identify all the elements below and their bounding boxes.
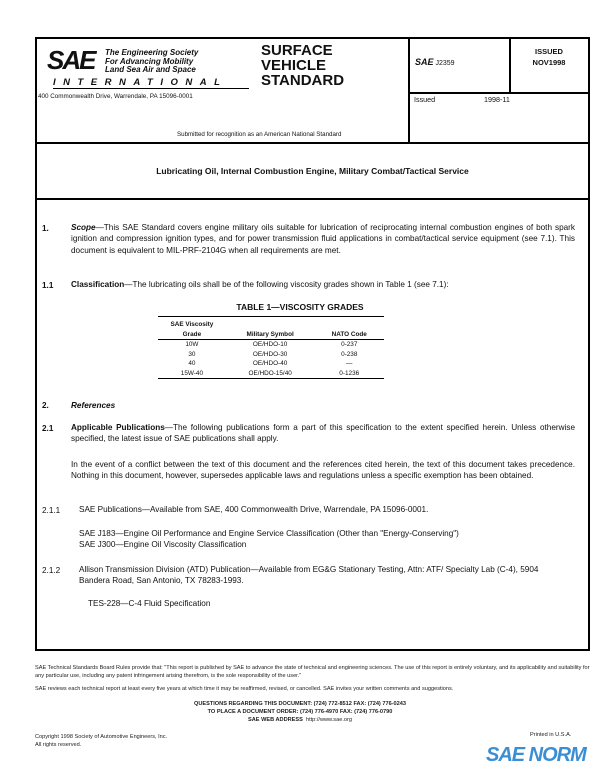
header bbox=[37, 39, 588, 144]
table-row bbox=[158, 369, 384, 379]
copyright: Copyright 1998 Society of Automotive Engineers, Inc. All rights reserved. bbox=[35, 734, 168, 748]
applicable-publications-paragraph: Applicable Publications—The following publications form a part of this specification to the extent specified herein. Unless otherwise specified, the latest issue of SAE publications shall apply. bbox=[71, 423, 575, 444]
sae-publications-paragraph: SAE Publications—Available from SAE, 400 Commonwealth Drive, Warrendale, PA 15096-0001. bbox=[79, 505, 429, 514]
issued-badge: ISSUED NOV1998 bbox=[532, 47, 566, 67]
table-cell: 0-238 bbox=[341, 350, 358, 358]
submitted-note: Submitted for recognition as an American National Standard bbox=[177, 131, 342, 138]
watermark-logo: SAE NORM bbox=[486, 744, 586, 766]
conflict-paragraph: In the event of a conflict between the text of this document and the references cited herein, the text of this document takes precedence. Nothing in this document, however, supersedes applicable laws and regulations unless a specific exemption has been obtained. bbox=[71, 460, 575, 481]
doc-number: SAE J2359 bbox=[415, 57, 455, 67]
sae-logo: SAE bbox=[47, 45, 95, 75]
table-cell: 10W bbox=[185, 341, 199, 348]
viscosity-table: SAE Viscosity Grade Military Symbol NATO Code 10W OE/HDO-10 0-237 30 OE/HDO-30 0-238 40 OE/HDO-40 — 15W-40 OE/HDO-15/40 0-1236 bbox=[158, 316, 384, 379]
policy-note: SAE Technical Standards Board Rules provide that: "This report is published by SAE to advance the state of technical and engineering sciences. The use of this report is entirely voluntary, and its applicability and suitability for any particular use, including any patent infringement arising therefrom, is the sole responsibility of the user." bbox=[35, 665, 590, 679]
table-cell: 0-1236 bbox=[339, 369, 360, 377]
table-cell: OE/HDO-10 bbox=[252, 341, 288, 348]
table-caption: TABLE 1—VISCOSITY GRADES bbox=[236, 302, 364, 312]
table-cell: 30 bbox=[188, 350, 196, 358]
table-cell: OE/HDO-30 bbox=[252, 350, 288, 358]
international: INTERNATIONAL bbox=[53, 77, 249, 89]
table-cell: OE/HDO-15/40 bbox=[248, 369, 292, 377]
section-number: 2.1.2 bbox=[42, 566, 61, 575]
society-tagline: The Engineering Society For Advancing Mobility Land Sea Air and Space bbox=[105, 48, 199, 74]
references-heading: References bbox=[71, 401, 116, 410]
printed-in: Printed in U.S.A. bbox=[530, 732, 572, 738]
document-title: Lubricating Oil, Internal Combustion Engine, Military Combat/Tactical Service bbox=[37, 144, 588, 200]
scope-paragraph: Scope—This SAE Standard covers engine military oils suitable for lubrication of reciprocating internal combustion engines of both spark ignition and compression ignition types, and for power transmission fluid applications in combat/tactical service equipment (see 7.1). This document is equivalent to MIL-PRF-2104G when all requirements are met. bbox=[71, 223, 575, 255]
contact-info: QUESTIONS REGARDING THIS DOCUMENT: (724) 772-8512 FAX: (724) 776-0243 TO PLACE A DOCUMENT ORDER: (724) 776-4970 FAX: (724) 776-0790 SAE WEB ADDRESS http://www.sae.org bbox=[193, 701, 406, 723]
table-cell: — bbox=[346, 360, 353, 367]
table-cell: 0-237 bbox=[341, 341, 358, 348]
section-number: 1.1 bbox=[42, 281, 54, 290]
table-row bbox=[158, 350, 384, 360]
issued-date: 1998-11 bbox=[484, 95, 510, 104]
table-cell: 40 bbox=[188, 360, 196, 367]
section-number: 1. bbox=[42, 224, 49, 233]
sae-reference-list: SAE J183—Engine Oil Performance and Engine Service Classification (Other than "Energy-Conserving") SAE J300—Engine Oil Viscosity Classification bbox=[79, 529, 459, 550]
address: 400 Commonwealth Drive, Warrendale, PA 15096-0001 bbox=[38, 93, 193, 100]
classification-paragraph: Classification—The lubricating oils shall be of the following viscosity grades shown in Table 1 (see 7.1): bbox=[71, 280, 449, 289]
web-link[interactable]: http://www.sae.org bbox=[305, 717, 352, 723]
issued-field: Issued bbox=[414, 95, 436, 104]
tes-reference: TES-228—C-4 Fluid Specification bbox=[88, 599, 211, 608]
table-row bbox=[158, 340, 384, 350]
table-cell: OE/HDO-40 bbox=[252, 360, 288, 367]
table-cell: 15W-40 bbox=[180, 369, 204, 377]
review-note: SAE reviews each technical report at least every five years at which time it may be reaffirmed, revised, or cancelled. SAE invites your written comments and suggestions. bbox=[35, 686, 454, 692]
allison-publications-paragraph: Allison Transmission Division (ATD) Publication—Available from EG&G Stationary Testing, Attn: ATF/ Specialty Lab (C-4), 5904 Bandera Road, San Antonio, TX 78283-1993. bbox=[79, 565, 539, 586]
section-number: 2.1 bbox=[42, 424, 54, 433]
section-number: 2. bbox=[42, 401, 49, 410]
table-row bbox=[158, 359, 384, 369]
doc-type: SURFACE VEHICLE STANDARD bbox=[261, 42, 345, 89]
section-number: 2.1.1 bbox=[42, 506, 61, 515]
